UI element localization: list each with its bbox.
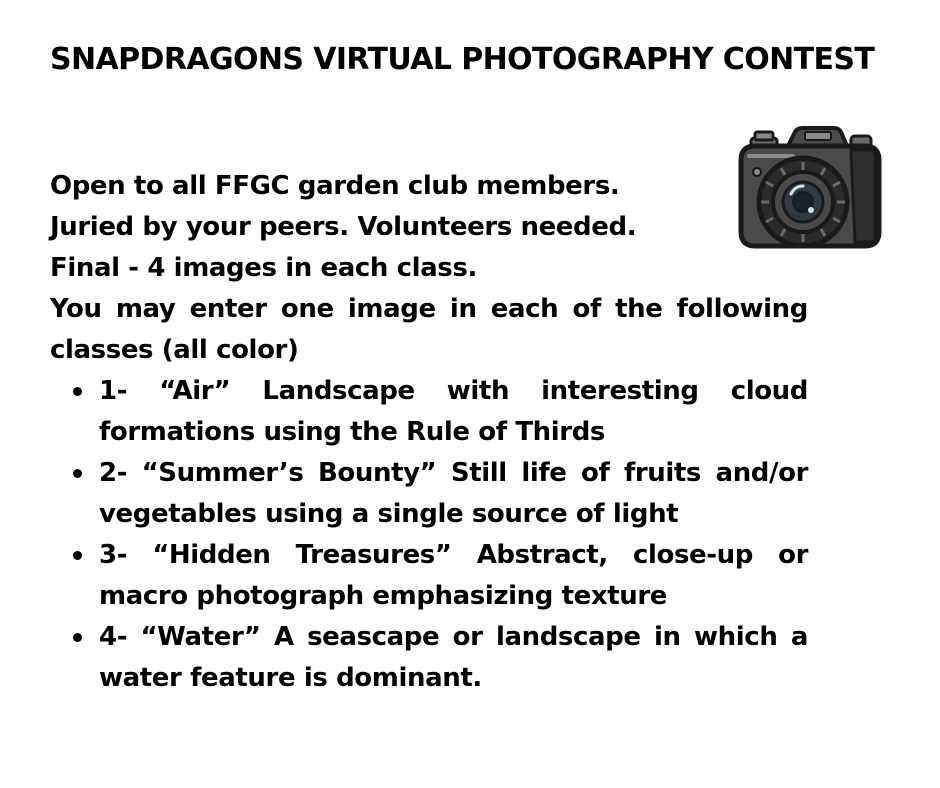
list-item [50,535,808,617]
bullet-icon [73,633,82,642]
class-description: 1- “Air” Landscape with interesting cloud formations using the Rule of Thirds [99,376,808,447]
bullet-icon [73,469,82,478]
list-item [50,371,808,453]
class-list [50,371,808,699]
list-item [50,617,808,699]
intro-line-final: Final - 4 images in each class. [50,253,477,283]
intro-line-eligibility: Open to all FFGC garden club members. [50,171,620,201]
class-description: 4- “Water” A seascape or landscape in which a water feature is dominant. [99,622,808,693]
bullet-icon [73,551,82,560]
intro-line-jury: Juried by your peers. Volunteers needed. [50,212,637,242]
entry-instructions: You may enter one image in each of the following classes (all color) [50,294,808,365]
bullet-icon [73,387,82,396]
contest-details [50,166,808,699]
page-title: SNAPDRAGONS VIRTUAL PHOTOGRAPHY CONTEST [50,42,875,77]
list-item [50,453,808,535]
class-description: 2- “Summer’s Bounty” Still life of fruits and/or vegetables using a single source of light [99,458,808,529]
class-description: 3- “Hidden Treasures” Abstract, close-up or macro photograph emphasizing texture [99,540,808,611]
